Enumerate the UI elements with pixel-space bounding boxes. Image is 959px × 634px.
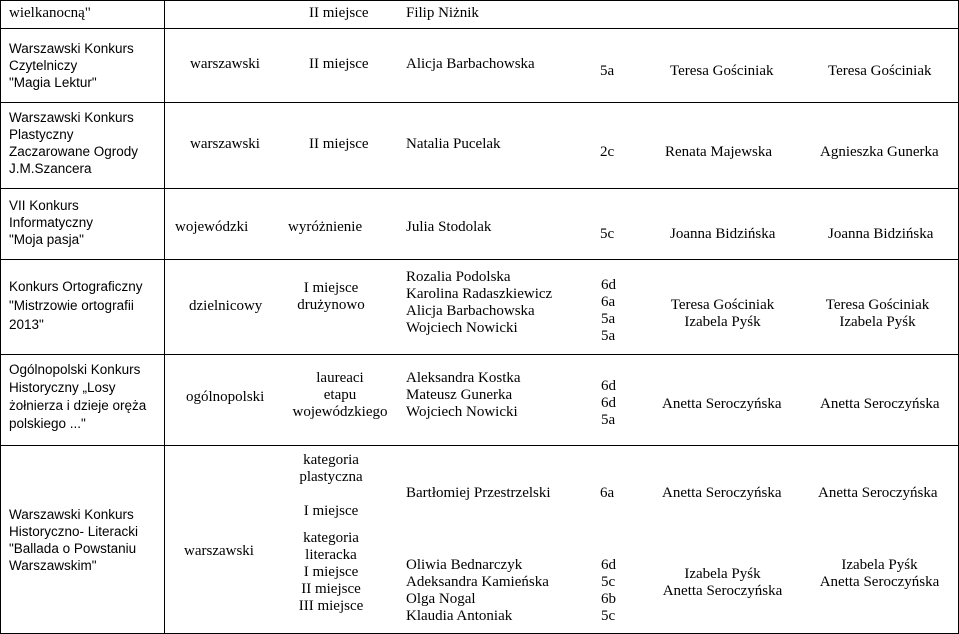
student-names-cell: Rozalia Podolska Karolina Radaszkiewicz Alicja Barbachowska Wojciech Nowicki	[406, 269, 553, 336]
teacher-cell: Anetta Seroczyńska	[818, 485, 938, 501]
place-cell: II miejsce	[309, 136, 369, 152]
teacher-cell: Teresa Gościniak Izabela Pyśk	[670, 297, 775, 330]
student-names-cell: Oliwia Bednarczyk Adeksandra Kamieńska Olga Nogal Klaudia Antoniak	[406, 557, 549, 624]
competition-cell: Warszawski Konkurs Plastyczny Zaczarowane Ogrody J.M.Szancera	[9, 110, 139, 176]
table-border-top	[0, 0, 959, 1]
student-names-cell: Natalia Pucelak	[406, 136, 501, 152]
teacher-cell: Izabela Pyśk Anetta Seroczyńska	[819, 557, 940, 590]
teacher-cell: Izabela Pyśk Anetta Seroczyńska	[662, 566, 783, 599]
teacher-cell: Teresa Gościniak Izabela Pyśk	[825, 297, 930, 330]
place-cell: II miejsce	[309, 56, 369, 72]
teacher-cell: Joanna Bidzińska	[828, 226, 934, 242]
row-divider	[0, 354, 959, 355]
column-divider	[164, 0, 165, 634]
row-divider	[0, 445, 959, 446]
student-names-cell: Alicja Barbachowska	[406, 56, 535, 72]
class-cell: 6a	[600, 485, 615, 501]
place-cell-literary: kategoria literacka I miejsce II miejsce III miejsce	[298, 530, 364, 614]
class-cell: 5a	[600, 63, 615, 79]
place-cell: I miejsce drużynowo	[297, 280, 365, 313]
row-divider	[0, 188, 959, 189]
competition-cell: VII Konkurs Informatyczny "Moja pasja"	[9, 198, 94, 247]
competition-cell: Warszawski Konkurs Historyczno- Literacki "Ballada o Powstaniu Warszawskim"	[9, 507, 139, 573]
teacher-cell: Anetta Seroczyńska	[820, 396, 940, 412]
competition-cell: Konkurs Ortograficzny "Mistrzowie ortografii 2013"	[9, 279, 143, 332]
table-border-left	[0, 0, 1, 634]
student-names-cell: Filip Niżnik	[406, 5, 479, 21]
level-cell: dzielnicowy	[189, 298, 263, 314]
class-cell: 6d 6d 5a	[601, 378, 616, 428]
class-cell: 2c	[600, 144, 615, 160]
competition-cell: Warszawski Konkurs Czytelniczy "Magia Lektur"	[9, 41, 134, 90]
level-cell: warszawski	[184, 543, 254, 559]
row-divider	[0, 28, 959, 29]
row-divider	[0, 102, 959, 103]
place-cell: laureaci etapu wojewódzkiego	[292, 370, 388, 420]
student-names-cell: Bartłomiej Przestrzelski	[406, 485, 551, 501]
student-names-cell: Aleksandra Kostka Mateusz Gunerka Wojciech Nowicki	[406, 370, 521, 420]
level-cell: ogólnopolski	[186, 389, 265, 405]
teacher-cell: Teresa Gościniak	[828, 63, 932, 79]
class-cell: 6d 5c 6b 5c	[601, 557, 616, 624]
teacher-cell: Teresa Gościniak	[670, 63, 774, 79]
place-cell-plastic: kategoria plastyczna I miejsce	[299, 452, 363, 519]
place-cell: wyróżnienie	[288, 219, 363, 235]
row-divider	[0, 259, 959, 260]
teacher-cell: Renata Majewska	[665, 144, 773, 160]
level-cell: wojewódzki	[175, 219, 249, 235]
level-cell: warszawski	[190, 56, 260, 72]
teacher-cell: Anetta Seroczyńska	[662, 396, 782, 412]
class-cell: 5c	[600, 226, 615, 242]
teacher-cell: Joanna Bidzińska	[670, 226, 776, 242]
competition-cell: Ogólnopolski Konkurs Historyczny „Losy żołnierza i dzieje oręża polskiego ..."	[9, 362, 147, 431]
place-cell: II miejsce	[309, 5, 369, 21]
level-cell: warszawski	[190, 136, 260, 152]
teacher-cell: Anetta Seroczyńska	[662, 485, 782, 501]
class-cell: 6d 6a 5a 5a	[601, 277, 616, 344]
competition-cell: wielkanocną"	[9, 5, 91, 21]
student-names-cell: Julia Stodolak	[406, 219, 492, 235]
teacher-cell: Agnieszka Gunerka	[820, 144, 939, 160]
